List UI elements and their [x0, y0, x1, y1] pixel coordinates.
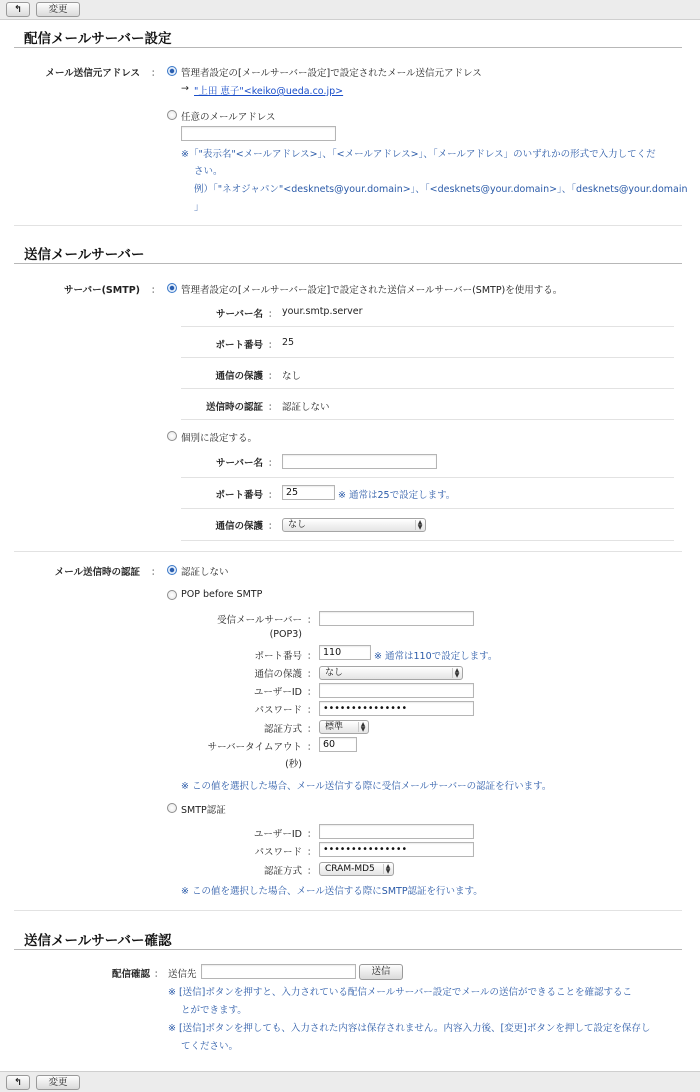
back-arrow-icon: ↰	[14, 1076, 22, 1088]
admin-address-link[interactable]: "上田 恵子"<keiko@ueda.co.jp>	[194, 86, 344, 97]
pop-server-label: 受信メールサーバー	[217, 615, 302, 626]
back-button[interactable]	[6, 1075, 30, 1090]
to-label: 送信先	[168, 969, 197, 980]
colon: ：	[307, 651, 317, 662]
colon: ：	[268, 458, 278, 469]
auth-pop-label: POP before SMTP	[181, 589, 263, 600]
pop-method-select[interactable]	[319, 720, 369, 734]
pop-pass-input[interactable]: •••••••••••••••	[319, 701, 474, 716]
change-button[interactable]: 変更	[36, 2, 80, 17]
pop-pass-label: パスワード	[254, 705, 302, 716]
colon: ：	[268, 340, 278, 351]
auth-pop-radio[interactable]	[167, 590, 177, 600]
smtp-server-label: サーバー(SMTP)	[64, 285, 140, 296]
select-arrows-icon: ▲ ▼	[358, 722, 367, 732]
any-address-input[interactable]	[181, 126, 336, 141]
colon: ：	[268, 371, 278, 382]
change-button[interactable]: 変更	[36, 1075, 80, 1090]
pop-timeout-label-2: (秒)	[285, 759, 302, 770]
admin-server-name-label: サーバー名	[215, 309, 263, 320]
smtp-auth-note: ※ この値を選択した場合、メール送信する際にSMTP認証を行います。	[181, 886, 483, 897]
colon: ：	[307, 742, 317, 753]
custom-port-label: ポート番号	[215, 490, 263, 501]
section-title-smtp: 送信メールサーバー	[24, 247, 145, 263]
top-toolbar	[0, 0, 700, 20]
admin-protect-label: 通信の保護	[215, 371, 263, 382]
colon: ：	[307, 615, 317, 626]
pop-user-input[interactable]	[319, 683, 474, 698]
auth-none-label: 認証しない	[181, 567, 229, 578]
send-note-2: てください。	[181, 1041, 239, 1052]
smtp-pass-input[interactable]: •••••••••••••••	[319, 842, 474, 857]
smtp-custom-label: 個別に設定する。	[181, 433, 258, 444]
custom-protect-label: 通信の保護	[215, 521, 263, 532]
smtp-custom-radio[interactable]	[167, 431, 177, 441]
row-divider	[181, 540, 674, 541]
select-value: なし	[288, 520, 307, 530]
pop-method-label: 認証方式	[263, 724, 302, 735]
pop-port-input[interactable]: 110	[319, 645, 371, 660]
sender-any-radio[interactable]	[167, 110, 177, 120]
row-divider	[181, 477, 674, 478]
smtp-method-label: 認証方式	[263, 866, 302, 877]
smtp-user-label: ユーザーID	[253, 829, 302, 840]
admin-server-name-value: your.smtp.server	[282, 306, 363, 317]
colon: ：	[307, 724, 317, 735]
admin-port-value: 25	[282, 337, 295, 348]
auth-none-radio[interactable]	[167, 565, 177, 575]
arrow-glyph: →	[181, 83, 189, 94]
auth-smtp-label: SMTP認証	[181, 805, 226, 816]
pop-timeout-input[interactable]: 60	[319, 737, 357, 752]
colon: ：	[307, 687, 317, 698]
section-title-confirm: 送信メールサーバー確認	[24, 933, 172, 949]
smtp-user-input[interactable]	[319, 824, 474, 839]
select-arrows-icon: ▲ ▼	[415, 520, 424, 530]
bottom-toolbar	[0, 1071, 700, 1092]
smtp-admin-radio[interactable]	[167, 283, 177, 293]
send-note-1: とができます。	[181, 1005, 247, 1016]
section-divider	[14, 263, 682, 264]
custom-server-name-input[interactable]	[282, 454, 437, 469]
colon: ：	[154, 969, 164, 980]
pop-timeout-label: サーバータイムアウト	[207, 742, 302, 753]
select-value: なし	[325, 668, 344, 678]
colon: ：	[268, 402, 278, 413]
section-divider	[14, 949, 682, 950]
address-format-example: 例）「"ネオジャパン"<desknets@your.domain>」、「<desknets@your.domain>」、「desknets@your.domain	[194, 184, 688, 195]
send-button[interactable]: 送信	[359, 964, 403, 980]
admin-auth-value: 認証しない	[282, 402, 330, 413]
row-divider	[181, 357, 674, 358]
admin-auth-label: 送信時の認証	[205, 402, 263, 413]
pop-protect-select[interactable]	[319, 666, 463, 680]
colon: ：	[151, 68, 161, 79]
pop-server-input[interactable]	[319, 611, 474, 626]
sender-admin-radio[interactable]	[167, 66, 177, 76]
address-format-note: さい。	[194, 166, 223, 177]
custom-server-name-label: サーバー名	[215, 458, 263, 469]
smtp-pass-label: パスワード	[254, 847, 302, 858]
back-button[interactable]	[6, 2, 30, 17]
select-value: 標準	[325, 722, 344, 732]
send-note-2: ※ [送信]ボタンを押しても、入力された内容は保存されません。内容入力後、[変更]ボタンを押して設定を保存し	[168, 1023, 651, 1034]
sender-address-label: メール送信元アドレス	[45, 68, 140, 79]
custom-port-input[interactable]: 25	[282, 485, 335, 500]
back-arrow-icon: ↰	[14, 3, 22, 15]
colon: ：	[268, 309, 278, 320]
auth-smtp-radio[interactable]	[167, 803, 177, 813]
colon: ：	[151, 567, 161, 578]
pop-user-label: ユーザーID	[253, 687, 302, 698]
admin-protect-value: なし	[282, 371, 302, 382]
admin-port-label: ポート番号	[215, 340, 263, 351]
send-note-1: ※ [送信]ボタンを押すと、入力されている配信メールサーバー設定でメールの送信ができることを確認するこ	[168, 987, 633, 998]
colon: ：	[307, 705, 317, 716]
section-divider	[14, 47, 682, 48]
auth-label: メール送信時の認証	[54, 567, 140, 578]
colon: ：	[268, 521, 278, 532]
row-divider	[181, 419, 674, 420]
colon: ：	[307, 866, 317, 877]
custom-port-note: ※ 通常は25で設定します。	[338, 490, 456, 501]
select-arrows-icon: ▲ ▼	[383, 864, 392, 874]
pop-auth-note: ※ この値を選択した場合、メール送信する際に受信メールサーバーの認証を行います。	[181, 781, 552, 792]
row-divider	[14, 551, 682, 552]
select-value: CRAM-MD5	[325, 864, 375, 874]
row-divider	[14, 910, 682, 911]
pop-protect-label: 通信の保護	[254, 669, 302, 680]
select-arrows-icon: ▲ ▼	[452, 668, 461, 678]
pop-server-label-2: (POP3)	[269, 629, 302, 640]
colon: ：	[307, 669, 317, 680]
section-title-delivery: 配信メールサーバー設定	[24, 31, 172, 47]
row-divider	[181, 388, 674, 389]
pop-port-label: ポート番号	[254, 651, 302, 662]
smtp-method-select[interactable]	[319, 862, 394, 876]
sender-admin-label: 管理者設定の[メールサーバー設定]で設定されたメール送信元アドレス	[181, 68, 482, 79]
sender-any-label: 任意のメールアドレス	[181, 112, 276, 123]
row-divider	[181, 508, 674, 509]
custom-protect-select[interactable]	[282, 518, 426, 532]
colon: ：	[307, 829, 317, 840]
colon: ：	[307, 847, 317, 858]
colon: ：	[268, 490, 278, 501]
address-format-note: ※「"表示名"<メールアドレス>」、「<メールアドレス>」、「メールアドレス」のいずれかの形式で入力してくだ	[181, 149, 656, 160]
pop-port-note: ※ 通常は110で設定します。	[374, 651, 498, 662]
to-address-input[interactable]	[201, 964, 356, 979]
confirm-label: 配信確認	[111, 969, 150, 980]
row-divider	[181, 326, 674, 327]
smtp-admin-label: 管理者設定の[メールサーバー設定]で設定された送信メールサーバー(SMTP)を使用する。	[181, 285, 563, 296]
row-divider	[14, 225, 682, 226]
address-format-example: 」	[194, 202, 204, 213]
colon: ：	[151, 285, 161, 296]
